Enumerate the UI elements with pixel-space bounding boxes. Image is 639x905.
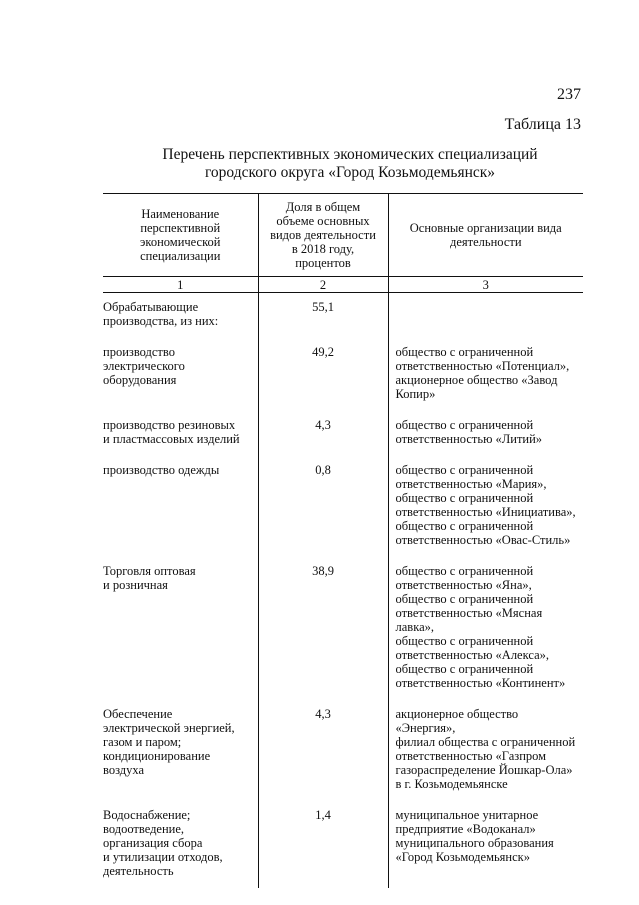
cell-line: ответственностью «Мясная — [395, 606, 543, 620]
cell-line: «Энергия», — [395, 721, 456, 735]
cell-line: филиал общества с ограниченной — [395, 735, 576, 749]
cell-line: ответственностью «Алекса», — [395, 648, 549, 662]
title-line-1: Перечень перспективных экономических специализаций — [162, 146, 538, 163]
header-line: объеме основных — [276, 214, 370, 228]
cell-line: производство резиновых — [103, 418, 236, 432]
cell-line: общество с ограниченной — [395, 592, 534, 606]
organizations — [388, 801, 583, 888]
cell-line: акционерное общество «Завод — [395, 373, 558, 387]
cell-line: акционерное общество — [395, 707, 519, 721]
share-value: 0,8 — [258, 456, 388, 557]
table-row — [103, 411, 583, 456]
cell-line: общество с ограниченной — [395, 491, 534, 505]
share-value: 55,1 — [258, 293, 388, 339]
share-value: 1,4 — [258, 801, 388, 888]
cell-line: ответственностью «Континент» — [395, 676, 566, 690]
cell-line: общество с ограниченной — [395, 662, 534, 676]
specialization-name — [103, 700, 258, 801]
cell-line: муниципального образования — [395, 836, 554, 850]
cell-line: общество с ограниченной — [395, 345, 534, 359]
title-line-2: городского округа «Город Козьмодемьянск» — [204, 164, 496, 181]
header-line: Наименование — [141, 207, 220, 221]
cell-line: производство — [103, 345, 175, 359]
share-value: 49,2 — [258, 338, 388, 411]
share-value: 4,3 — [258, 411, 388, 456]
organizations — [388, 338, 583, 411]
cell-line: общество с ограниченной — [395, 519, 534, 533]
table-row — [103, 801, 583, 888]
column-number: 3 — [388, 277, 583, 293]
column-number-row — [103, 277, 583, 293]
column-number: 2 — [258, 277, 388, 293]
cell-line: Копир» — [395, 387, 436, 401]
column-number: 1 — [103, 277, 258, 293]
header-line: специализации — [140, 249, 221, 263]
cell-line: общество с ограниченной — [395, 418, 534, 432]
cell-line: и утилизации отходов, — [103, 850, 223, 864]
cell-line: и пластмассовых изделий — [103, 432, 240, 446]
cell-line: водоотведение, — [103, 822, 185, 836]
cell-line: деятельность — [103, 864, 174, 878]
cell-line: и розничная — [103, 578, 168, 592]
header-share — [258, 194, 388, 277]
share-value: 38,9 — [258, 557, 388, 700]
cell-line: Обеспечение — [103, 707, 173, 721]
cell-line: ответственностью «Овас-Стиль» — [395, 533, 571, 547]
cell-line: общество с ограниченной — [395, 634, 534, 648]
organizations — [388, 700, 583, 801]
table-header-row — [103, 194, 583, 277]
cell-line: ответственностью «Газпром — [395, 749, 547, 763]
specialization-name — [103, 456, 258, 557]
cell-line: кондиционирование — [103, 749, 211, 763]
table-row — [103, 557, 583, 700]
header-line: в 2018 году, — [291, 242, 355, 256]
cell-line: муниципальное унитарное — [395, 808, 539, 822]
document-title — [100, 146, 600, 182]
header-line: экономической — [140, 235, 221, 249]
header-organizations — [388, 194, 583, 277]
cell-line: Торговля оптовая — [103, 564, 196, 578]
cell-line: производство одежды — [103, 463, 220, 477]
header-line: процентов — [295, 256, 351, 270]
cell-line: общество с ограниченной — [395, 463, 534, 477]
header-line: деятельности — [449, 235, 522, 249]
table-body — [103, 293, 583, 889]
page-number: 237 — [557, 86, 581, 103]
cell-line: «Город Козьмодемьянск» — [395, 850, 530, 864]
cell-line: Водоснабжение; — [103, 808, 191, 822]
header-specialization — [103, 194, 258, 277]
table-label: Таблица 13 — [504, 116, 581, 133]
specializations-table — [103, 193, 583, 888]
cell-line: электрической энергией, — [103, 721, 235, 735]
cell-line: предприятие «Водоканал» — [395, 822, 536, 836]
cell-line: ответственностью «Инициатива», — [395, 505, 576, 519]
cell-line: оборудования — [103, 373, 177, 387]
cell-line: в г. Козьмодемьянске — [395, 777, 508, 791]
cell-line: общество с ограниченной — [395, 564, 534, 578]
cell-line: воздуха — [103, 763, 145, 777]
cell-line: газораспределение Йошкар-Ола» — [395, 763, 573, 777]
specialization-name — [103, 293, 258, 339]
cell-line: организация сбора — [103, 836, 203, 850]
table-row — [103, 293, 583, 339]
table-row — [103, 338, 583, 411]
header-line: Основные организации вида — [409, 221, 562, 235]
cell-line: лавка», — [395, 620, 434, 634]
table-row — [103, 700, 583, 801]
cell-line: газом и паром; — [103, 735, 182, 749]
header-line: Доля в общем — [285, 200, 361, 214]
cell-line: производства, из них: — [103, 314, 219, 328]
share-value: 4,3 — [258, 700, 388, 801]
cell-line: ответственностью «Яна», — [395, 578, 532, 592]
specialization-name — [103, 557, 258, 700]
organizations — [388, 557, 583, 700]
organizations — [388, 293, 583, 339]
cell-line: ответственностью «Мария», — [395, 477, 547, 491]
organizations — [388, 411, 583, 456]
specialization-name — [103, 338, 258, 411]
cell-line: Обрабатывающие — [103, 300, 199, 314]
header-line: видов деятельности — [270, 228, 376, 242]
table-row — [103, 456, 583, 557]
cell-line: электрического — [103, 359, 185, 373]
cell-line: ответственностью «Потенциал», — [395, 359, 570, 373]
specialization-name — [103, 411, 258, 456]
organizations — [388, 456, 583, 557]
cell-line: ответственностью «Литий» — [395, 432, 543, 446]
header-line: перспективной — [140, 221, 221, 235]
specialization-name — [103, 801, 258, 888]
